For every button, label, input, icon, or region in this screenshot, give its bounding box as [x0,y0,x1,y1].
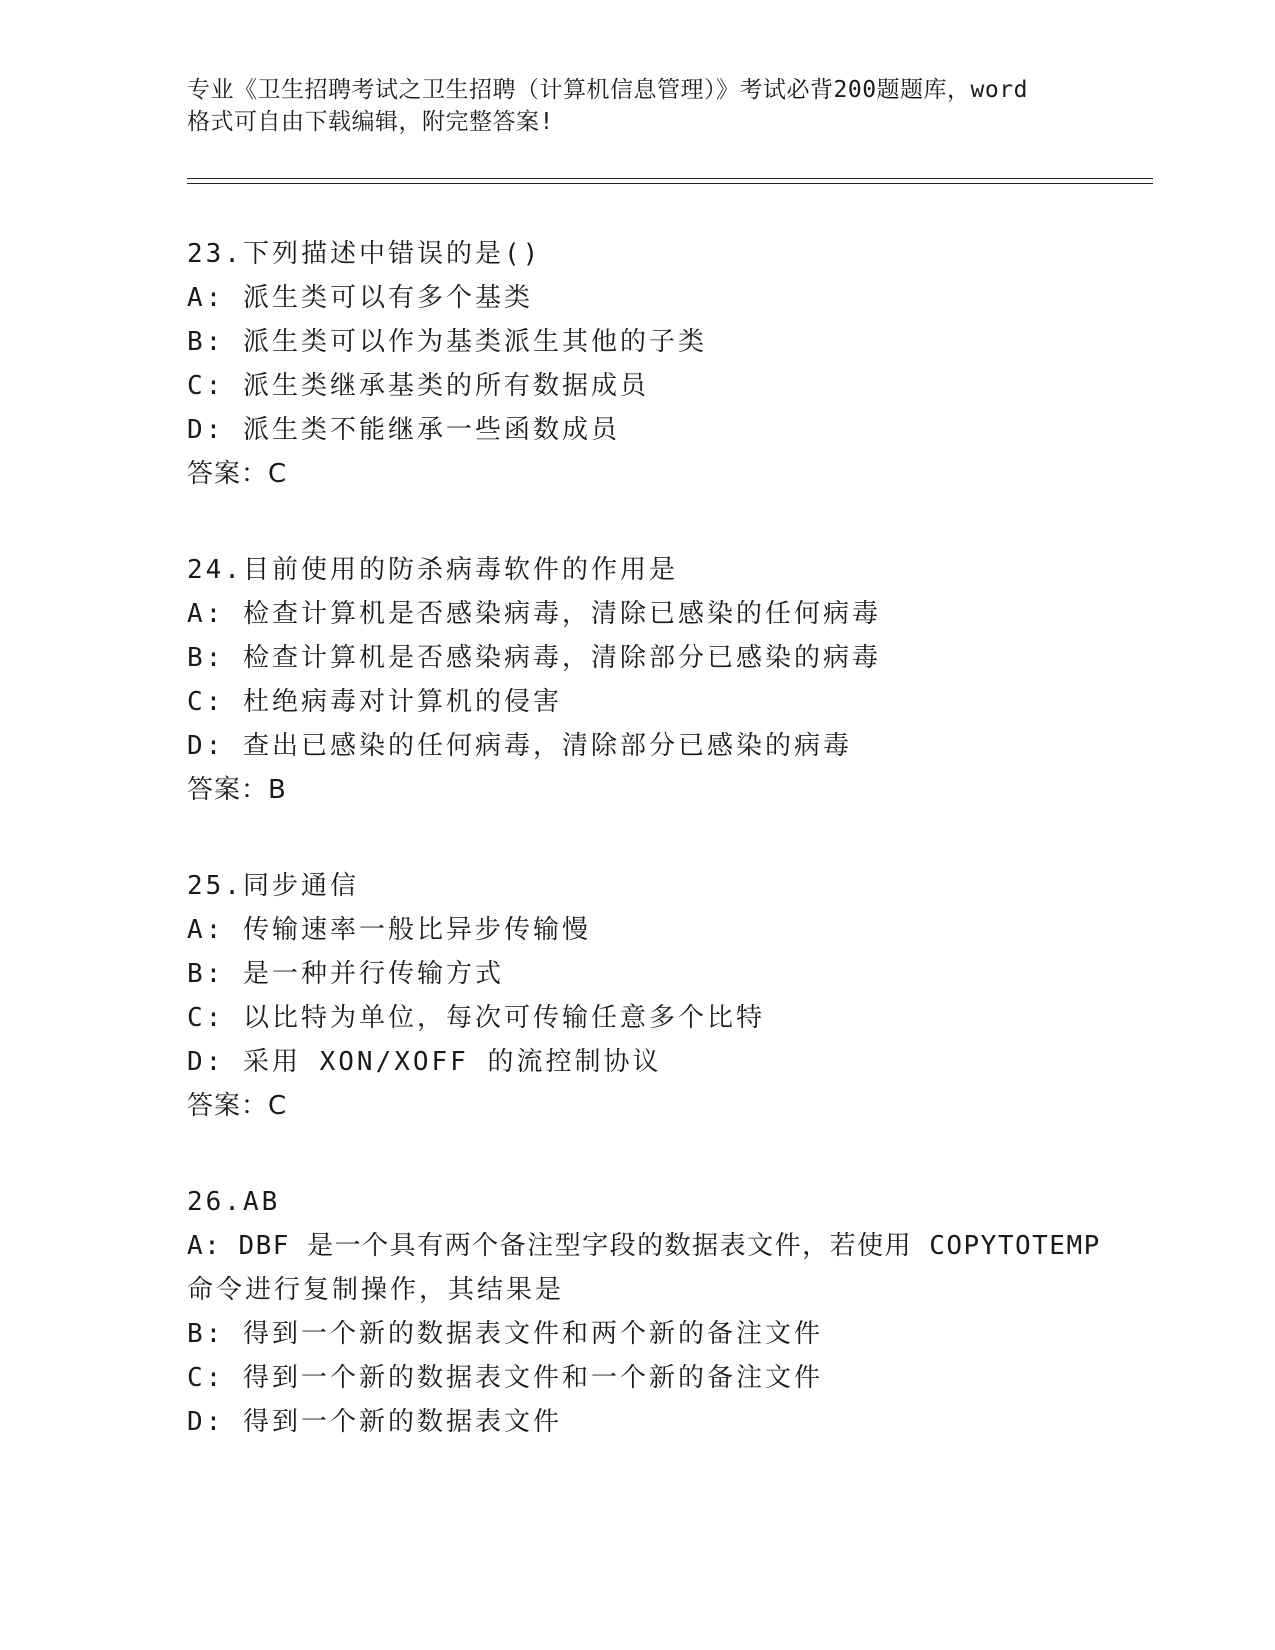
header-line-2: 格式可自由下载编辑，附完整答案! [187,109,554,135]
option-d: D: 查出已感染的任何病毒，清除部分已感染的病毒 [187,731,852,761]
option-b: B: 是一种并行传输方式 [187,959,504,989]
option-c: C: 派生类继承基类的所有数据成员 [187,371,649,401]
header-divider-bottom [187,183,1153,184]
header-divider-top [187,178,1153,179]
header-line-1: 专业《卫生招聘考试之卫生招聘（计算机信息管理）》考试必背200题题库，word [187,77,1028,103]
answer: 答案：B [187,775,287,805]
option-a: A: 传输速率一般比异步传输慢 [187,915,591,945]
option-a: A: 派生类可以有多个基类 [187,283,533,313]
question-stem: 24.目前使用的防杀病毒软件的作用是 [187,555,678,585]
option-b: B: 派生类可以作为基类派生其他的子类 [187,327,707,357]
option-b: B: 检查计算机是否感染病毒，清除部分已感染的病毒 [187,643,881,673]
document-header [187,74,1107,138]
answer: 答案：C [187,1091,288,1121]
option-d: D: 派生类不能继承一些函数成员 [187,415,620,445]
option-d: D: 得到一个新的数据表文件 [187,1407,562,1437]
option-a-continued: 命令进行复制操作，其结果是 [187,1275,565,1305]
question-stem: 26.AB [187,1187,281,1217]
option-a: A: 检查计算机是否感染病毒，清除已感染的任何病毒 [187,599,881,629]
answer: 答案：C [187,459,288,489]
question-stem: 23.下列描述中错误的是() [187,239,542,269]
option-a: A: DBF 是一个具有两个备注型字段的数据表文件，若使用 COPYTOTEMP [187,1231,1101,1261]
option-c: C: 得到一个新的数据表文件和一个新的备注文件 [187,1363,823,1393]
option-b: B: 得到一个新的数据表文件和两个新的备注文件 [187,1319,823,1349]
option-c: C: 杜绝病毒对计算机的侵害 [187,687,562,717]
question-stem: 25.同步通信 [187,871,359,901]
option-d: D: 采用 XON/XOFF 的流控制协议 [187,1047,662,1077]
option-c: C: 以比特为单位，每次可传输任意多个比特 [187,1003,765,1033]
